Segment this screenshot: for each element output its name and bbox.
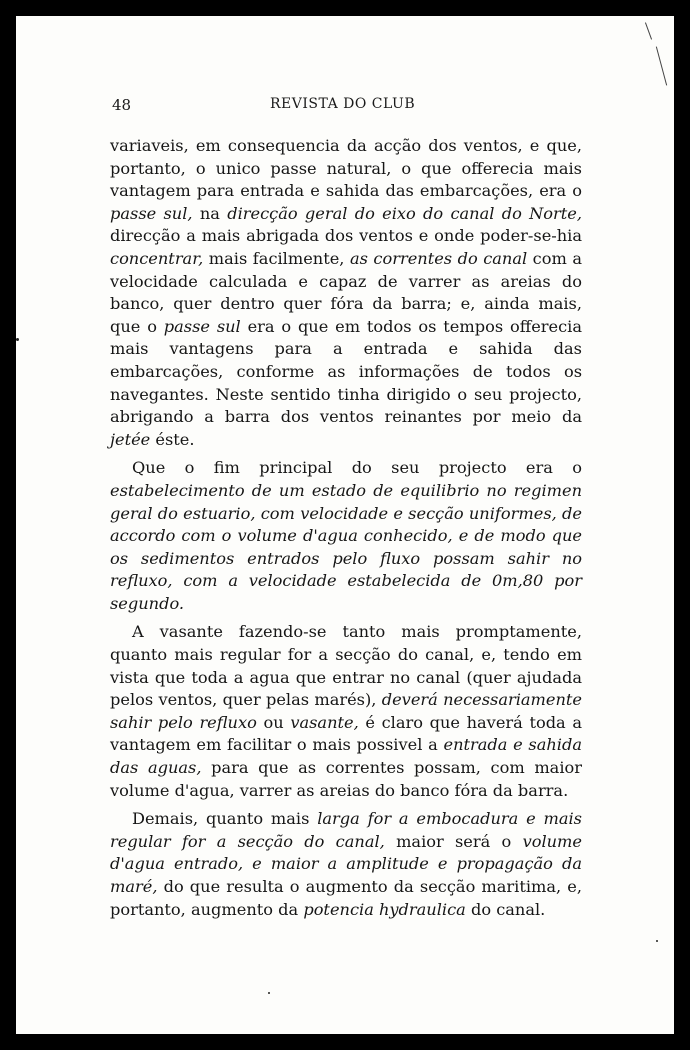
text-segment: éste. xyxy=(150,429,195,449)
scanned-page xyxy=(16,16,674,1034)
page-header xyxy=(112,96,580,118)
paragraph xyxy=(110,621,582,802)
italic-text-segment: jetée xyxy=(110,429,151,449)
italic-text-segment: deverá necessariamente sahir pelo refluxo xyxy=(110,690,582,732)
paragraph xyxy=(110,808,582,921)
text-segment: direcção a mais abrigada dos ventos e onde poder-se-hia xyxy=(110,226,582,246)
text-segment: ou xyxy=(256,712,291,732)
italic-text-segment: larga for a embocadura e mais regular for a secção do canal, xyxy=(110,809,582,851)
italic-text-segment: volume d'agua entrado, e maior a amplitude e propagação da maré, xyxy=(110,831,582,896)
text-segment: para que as correntes possam, com maior volume d'agua, varrer as areias do banco fóra da barra. xyxy=(110,758,582,800)
italic-text-segment: estabelecimento de um estado de equilibrio no regimen geral do estuario, com velocidade e secção uniformes, de accordo com o volume d'agua conhecido, e de modo que os sedimentos entrados pelo fluxo possam sahir no refluxo, com a velocidade estabelecida de 0m,80 por segundo. xyxy=(110,480,582,613)
body-text xyxy=(110,135,582,927)
text-segment: com a velocidade calculada e capaz de varrer as areias do banco, quer dentro quer fóra da barra; e, ainda mais, que o xyxy=(110,248,582,336)
text-segment: é claro que haverá toda a vantagem em facilitar o mais possivel a xyxy=(110,712,582,755)
text-segment: na xyxy=(192,203,228,223)
paragraph xyxy=(110,457,582,615)
paragraph xyxy=(110,135,582,451)
italic-text-segment: concentrar, xyxy=(110,248,204,268)
italic-text-segment: as correntes do canal xyxy=(349,248,528,268)
text-segment: maior será o xyxy=(384,831,523,851)
italic-text-segment: entrada e sahida das aguas, xyxy=(110,735,582,778)
scan-speck xyxy=(268,992,270,994)
text-segment: era o que em todos os tempos offerecia mais vantagens para a entrada e sahida das embarcações, conforme as informações de todos os navegantes. Neste sentido tinha dirigido o seu projecto, abrigando a barra dos ventos reinantes por meio da xyxy=(110,316,583,427)
scan-edge-mark xyxy=(645,22,652,39)
italic-text-segment: potencia hydraulica xyxy=(303,899,466,919)
running-title: REVISTA DO CLUB xyxy=(270,96,416,112)
text-segment: A vasante fazendo-se tanto mais promptamente, quanto mais regular for a secção do canal, e, tendo em vista que toda a agua que entrar no canal (quer ajudada pelos ventos, quer pelas marés), xyxy=(110,622,582,710)
italic-text-segment: passe sul xyxy=(163,316,241,336)
text-segment: Que o fim principal do seu projecto era o xyxy=(132,458,582,478)
italic-text-segment: passe sul, xyxy=(110,203,193,223)
text-segment: Demais, quanto mais xyxy=(132,809,318,829)
text-segment: do canal. xyxy=(465,899,546,919)
scan-speck xyxy=(656,940,658,942)
text-segment: variaveis, em consequencia da acção dos ventos, e que, portanto, o unico passe natural, o que offerecia mais vantagem para entrada e sahida das embarcações, era o xyxy=(110,136,582,201)
italic-text-segment: direcção geral do eixo do canal do Norte, xyxy=(227,203,582,223)
page-number: 48 xyxy=(112,96,132,114)
scan-speck xyxy=(16,338,19,341)
text-segment: mais facilmente, xyxy=(203,248,350,268)
text-segment: do que resulta o augmento da secção maritima, e, portanto, augmento da xyxy=(110,877,582,919)
scan-edge-mark xyxy=(656,47,667,86)
italic-text-segment: vasante, xyxy=(290,712,359,732)
